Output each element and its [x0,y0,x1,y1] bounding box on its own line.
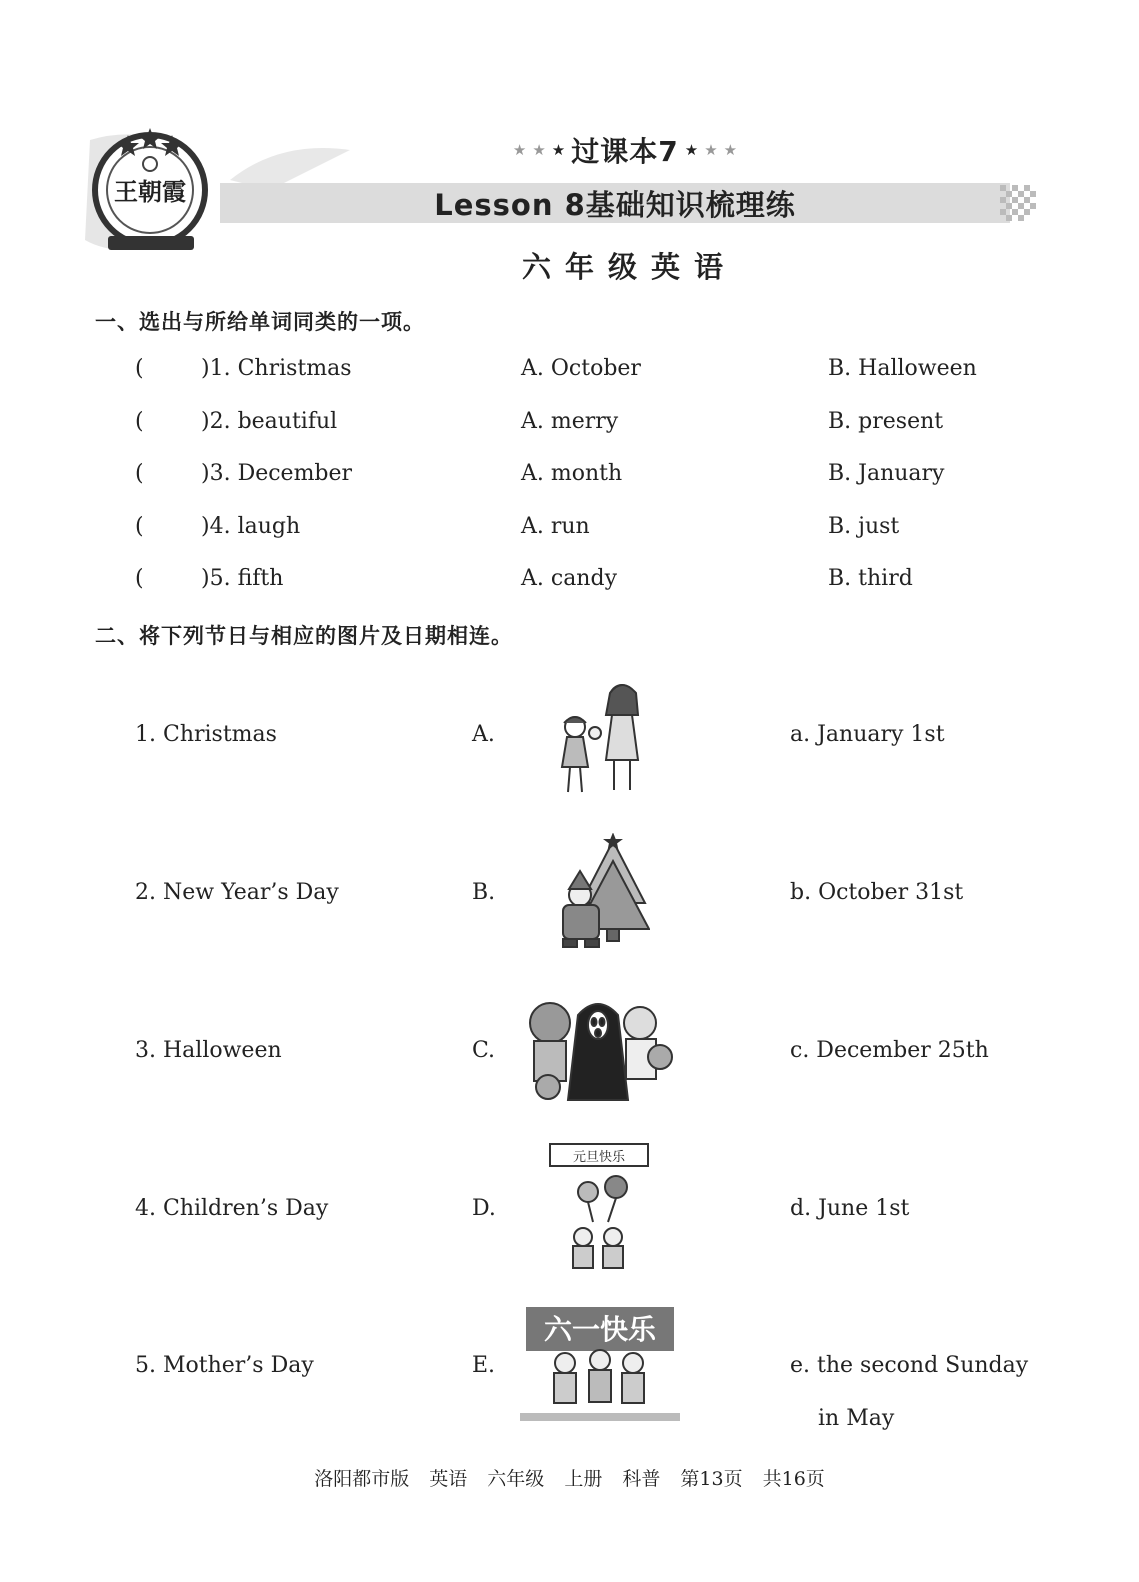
option-a: A. month [521,461,623,486]
date-item: e. the second Sunday [790,1353,1029,1378]
answer-paren: ( [135,514,144,539]
mother-child-illustration [550,675,650,800]
page-footer: 洛阳都市版 英语 六年级 上册 科普 第13页 共16页 [314,1468,825,1490]
question-word: )3. December [201,461,353,486]
star-icon: ★ [723,141,738,159]
picture-letter: C. [472,1038,496,1063]
question-word: )2. beautiful [201,409,338,434]
section2-heading: 二、将下列节日与相应的图片及日期相连。 [95,624,513,648]
star-icon: ★ [551,141,566,159]
question-row [135,512,1035,542]
section1-heading: 一、选出与所给单词同类的一项。 [95,310,425,334]
picture-letter: E. [472,1353,496,1378]
picture-letter: A. [472,722,495,747]
festival-item: 2. New Year’s Day [135,880,339,905]
question-row [135,459,1035,489]
date-item-continuation: in May [818,1406,895,1431]
option-a: A. merry [521,409,619,434]
star-icon: ★ [704,141,718,159]
question-row [135,354,1035,384]
question-word: )5. fifth [201,566,284,591]
lesson-title: Lesson 8基础知识梳理练 [434,187,796,222]
star-icon: ★ [684,141,699,159]
banner-caption: 六一快乐 [543,1313,657,1346]
option-b: B. just [828,514,900,539]
new-year-celebration-illustration [548,1142,653,1277]
logo-text: 王朝霞 [114,177,186,206]
subtitle-row [500,130,750,170]
santa-christmas-tree-illustration [555,833,650,951]
star-icon: ★ [532,141,546,159]
picture-letter: B. [472,880,496,905]
answer-paren: ( [135,461,144,486]
option-b: B. present [828,409,944,434]
answer-paren: ( [135,566,144,591]
date-item: a. January 1st [790,722,945,747]
festival-item: 3. Halloween [135,1038,282,1063]
option-a: A. candy [521,566,617,591]
halloween-costumes-illustration [520,995,680,1105]
question-row [135,564,1035,594]
question-word: )4. laugh [201,514,301,539]
option-b: B. Halloween [828,356,977,381]
festival-item: 1. Christmas [135,722,277,747]
picture-letter: D. [472,1196,496,1221]
question-row [135,407,1035,437]
grade-title: 六年级英语 [521,250,737,284]
date-item: d. June 1st [790,1196,910,1221]
answer-paren: ( [135,356,144,381]
sign-caption: 元旦快乐 [572,1150,626,1165]
option-b: B. third [828,566,913,591]
festival-item: 5. Mother’s Day [135,1353,314,1378]
date-item: c. December 25th [790,1038,989,1063]
star-icon: ★ [512,141,527,159]
subtitle: 过课本7 [571,135,679,168]
date-item: b. October 31st [790,880,964,905]
option-a: A. October [521,356,641,381]
answer-paren: ( [135,409,144,434]
festival-item: 4. Children’s Day [135,1196,329,1221]
option-a: A. run [521,514,590,539]
option-b: B. January [828,461,945,486]
question-word: )1. Christmas [201,356,352,381]
childrens-day-illustration [520,1305,680,1423]
